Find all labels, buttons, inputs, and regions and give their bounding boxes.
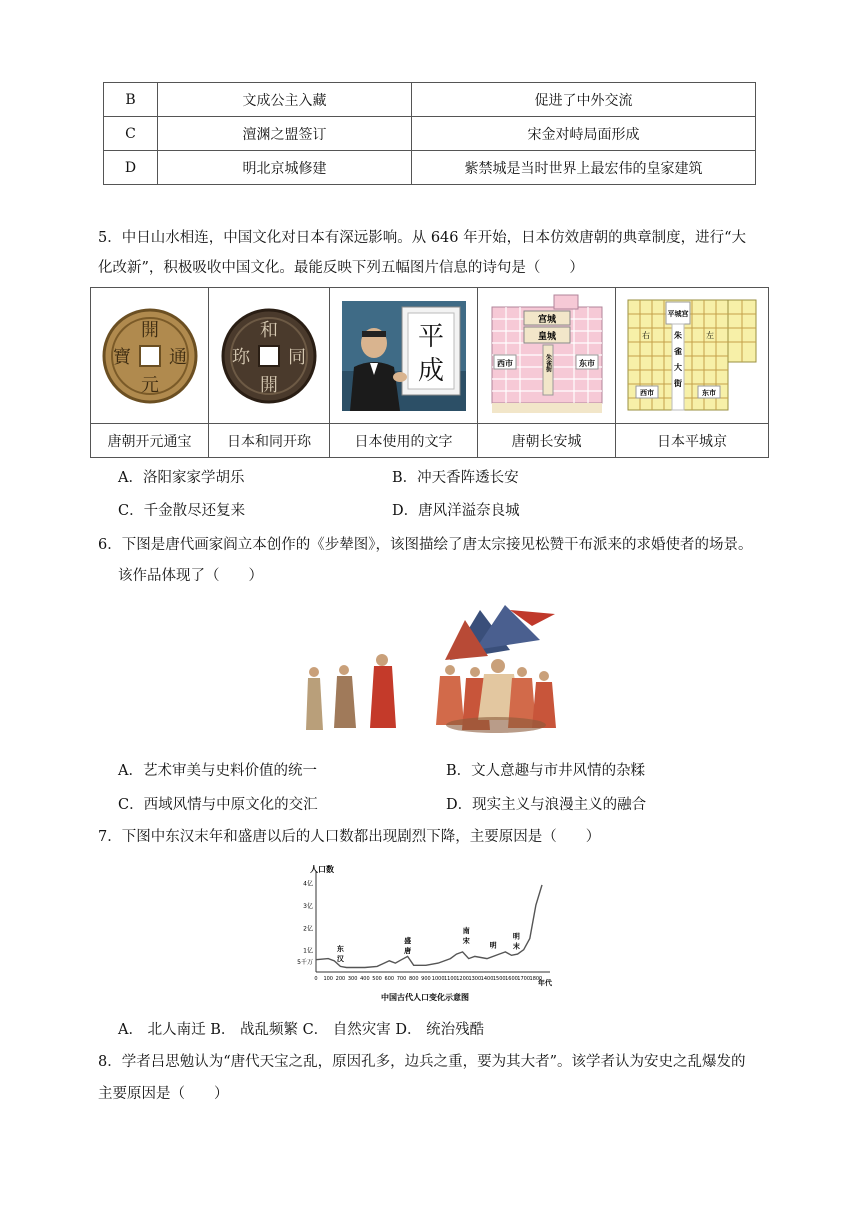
row-letter: B [104, 83, 158, 117]
coin-character: 通 [168, 346, 187, 368]
q7-options[interactable]: A． 北人南迁 B． 战乱频繁 C． 自然灾害 D． 统治残酷 [118, 1022, 485, 1038]
y-tick-label: 5千万 [297, 958, 313, 966]
row-letter: C [104, 117, 158, 151]
q5-option-b[interactable]: B．冲天香阵透长安 [392, 470, 519, 486]
map-label: 朱 [674, 330, 682, 340]
x-tick-label: 1700 [517, 976, 531, 982]
y-axis-label: 人口数 [310, 865, 334, 874]
x-tick-label: 700 [396, 976, 407, 982]
row-letter: D [104, 151, 158, 185]
table-row [104, 151, 756, 185]
q6-option-d[interactable]: D．现实主义与浪漫主义的融合 [446, 797, 647, 813]
chart-annotation: 明 [489, 941, 497, 950]
sign-character: 平 [417, 321, 444, 352]
heijo-map-cell [616, 288, 769, 424]
y-tick-label: 1亿 [303, 947, 313, 955]
x-tick-label: 900 [421, 976, 431, 982]
q6-stem-line1: 6．下图是唐代画家阎立本创作的《步辇图》，该图描绘了唐太宗接见松赞干布派来的求婚使者的场景。 [98, 537, 753, 553]
coin-character: 開 [260, 374, 278, 396]
q5-option-c[interactable]: C．千金散尽还复来 [118, 503, 246, 519]
row-event: 明北京城修建 [158, 151, 412, 185]
heijo-map-image [624, 296, 760, 416]
q5-option-a[interactable]: A．洛阳家家学胡乐 [118, 470, 245, 486]
x-tick-label: 800 [408, 976, 419, 982]
q5-option-d[interactable]: D．唐风洋溢奈良城 [392, 503, 520, 519]
table-row [104, 83, 756, 117]
map-label: 皇城 [537, 332, 556, 342]
wado-coin-cell [209, 288, 330, 424]
y-tick-label: 4亿 [303, 880, 313, 888]
map-label: 宫城 [537, 315, 556, 325]
wado-coin-image [219, 306, 319, 406]
y-tick-label: 3亿 [303, 903, 313, 911]
q8-stem-line2: 主要原因是（ ） [98, 1086, 229, 1102]
caption-heijo: 日本平城京 [616, 424, 769, 458]
x-tick-label: 1300 [468, 976, 482, 982]
caption-kaiyuan: 唐朝开元通宝 [91, 424, 209, 458]
caption-japanese-script: 日本使用的文字 [330, 424, 478, 458]
q5-stem-line2: 化改新”，积极吸收中国文化。最能反映下列五幅图片信息的诗句是（ ） [98, 260, 584, 276]
x-tick-label: 500 [372, 976, 382, 982]
x-tick-label: 1600 [505, 976, 518, 982]
coin-character: 同 [288, 346, 306, 368]
x-tick-label: 600 [384, 976, 395, 982]
row-effect: 紫禁城是当时世界上最宏伟的皇家建筑 [412, 151, 756, 185]
q7-stem: 7．下图中东汉末年和盛唐以后的人口数都出现剧烈下降，主要原因是（ ） [98, 829, 601, 845]
map-label: 西市 [640, 388, 654, 397]
chart-annotation: 末 [512, 942, 520, 951]
map-label: 朱雀街 [544, 354, 551, 372]
coin-character: 開 [140, 319, 159, 341]
answer-options-table [103, 82, 756, 185]
map-label: 平城宫 [667, 309, 689, 318]
map-label: 西市 [496, 359, 513, 368]
y-tick-label: 2亿 [303, 925, 313, 933]
x-tick-label: 400 [360, 976, 370, 982]
chart-annotation: 唐 [404, 946, 412, 955]
x-tick-label: 1100 [444, 976, 457, 982]
q5-stem-line1: 5．中日山水相连，中国文化对日本有深远影响。从 646 年开始，日本仿效唐朝的典章制度，进行“大 [98, 230, 747, 246]
coin-character: 和 [260, 319, 278, 341]
x-tick-label: 200 [335, 976, 346, 982]
chart-title: 中国古代人口变化示意图 [381, 993, 469, 1002]
chart-annotation: 明 [512, 932, 520, 941]
bunian-painting-image [300, 600, 560, 745]
x-tick-label: 1400 [480, 976, 494, 982]
changan-map-cell [478, 288, 616, 424]
chart-annotation: 东 [336, 944, 344, 953]
row-event: 文成公主入藏 [158, 83, 412, 117]
row-effect: 宋金对峙局面形成 [412, 117, 756, 151]
kaiyuan-coin-image [100, 306, 200, 406]
chart-annotation: 汉 [336, 954, 344, 963]
q8-stem-line1: 8．学者吕思勉认为“唐代天宝之乱，原因孔多，边兵之重，要为其大者”。该学者认为安史之乱爆发的 [98, 1054, 746, 1070]
coin-character: 元 [140, 374, 159, 396]
x-tick-label: 0 [314, 976, 318, 982]
map-label: 东市 [578, 359, 595, 368]
chart-annotation: 宋 [462, 936, 470, 945]
caption-changan: 唐朝长安城 [478, 424, 616, 458]
population-chart [280, 858, 570, 1008]
sign-character: 成 [417, 355, 444, 386]
x-axis-label: 年代 [538, 979, 552, 987]
q6-option-c[interactable]: C．西域风情与中原文化的交汇 [118, 797, 318, 813]
map-label: 右 [642, 330, 650, 340]
x-tick-label: 1000 [431, 976, 445, 982]
row-effect: 促进了中外交流 [412, 83, 756, 117]
heisei-photo-cell [330, 288, 478, 424]
map-label: 雀 [674, 346, 682, 356]
changan-map-image [488, 293, 606, 418]
q6-option-b[interactable]: B．文人意趣与市井风情的杂糅 [446, 763, 646, 779]
row-event: 澶渊之盟签订 [158, 117, 412, 151]
map-label: 街 [674, 378, 682, 388]
coin-character: 珎 [232, 346, 250, 368]
q6-option-a[interactable]: A．艺术审美与史料价值的统一 [118, 763, 317, 779]
population-line [316, 885, 542, 968]
chart-annotation: 盛 [404, 936, 412, 945]
q6-stem-line2: 该作品体现了（ ） [118, 568, 263, 584]
q5-image-table [90, 287, 769, 458]
x-tick-label: 300 [347, 976, 358, 982]
coin-character: 寶 [112, 346, 131, 368]
x-tick-label: 1500 [492, 976, 506, 982]
x-tick-label: 1800 [529, 976, 543, 982]
map-label: 左 [706, 330, 714, 340]
x-tick-label: 100 [323, 976, 333, 982]
kaiyuan-coin-cell [91, 288, 209, 424]
x-tick-label: 1200 [456, 976, 469, 982]
map-label: 东市 [702, 388, 716, 397]
table-row [104, 117, 756, 151]
caption-wado: 日本和同开珎 [209, 424, 330, 458]
map-label: 大 [674, 362, 682, 372]
heisei-photo-image [342, 301, 466, 411]
chart-annotation: 南 [462, 926, 470, 935]
